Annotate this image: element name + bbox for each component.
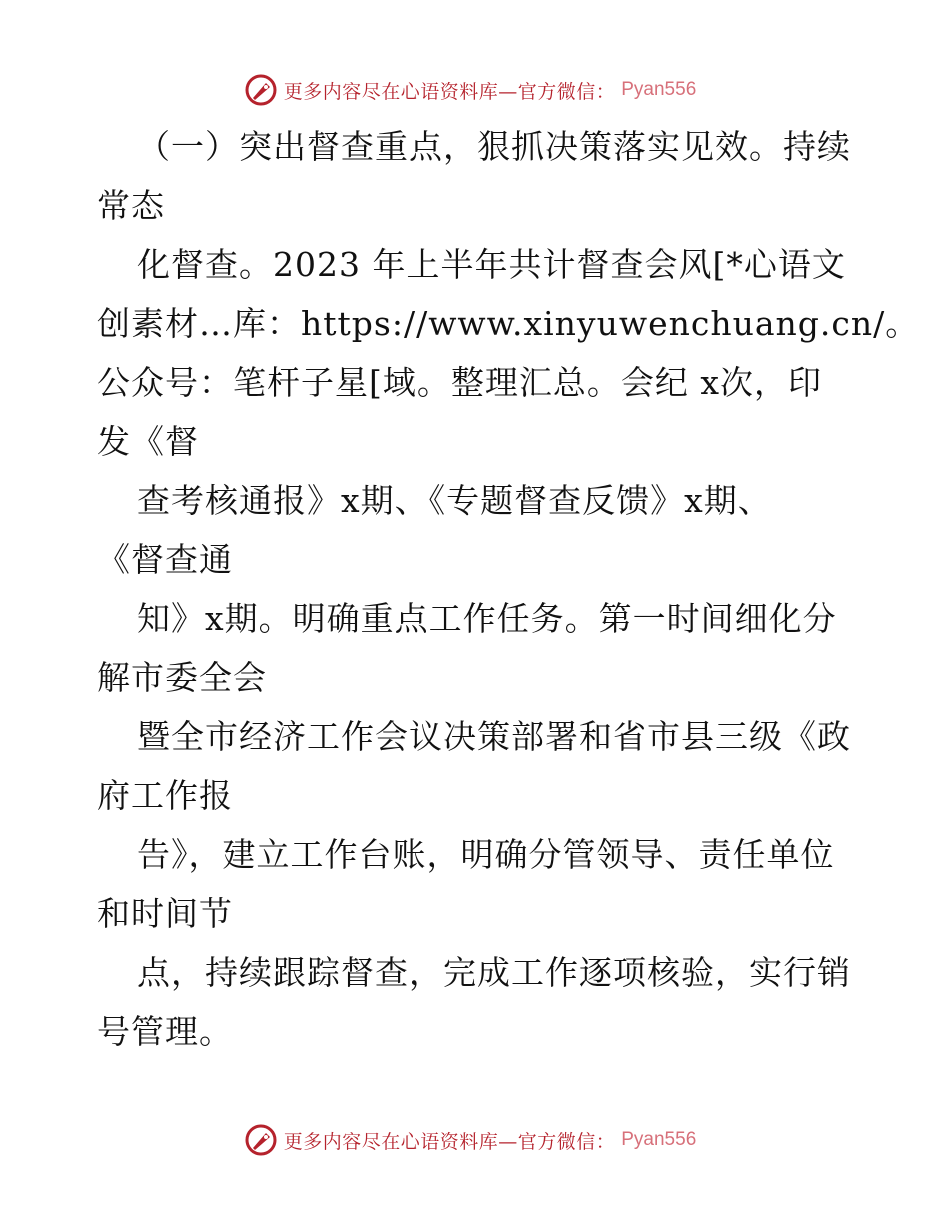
paragraph-line: （一）突出督查重点，狠抓决策落实见效。持续 xyxy=(137,127,851,166)
paragraph-line: 暨全市经济工作会议决策部署和省市县三级《政 xyxy=(137,717,851,756)
pen-nib-circle-icon xyxy=(244,1123,278,1157)
paragraph-line: 府工作报 xyxy=(97,776,233,815)
paragraph-line: 号管理。 xyxy=(97,1012,233,1051)
watermark-banner xyxy=(244,1123,697,1157)
paragraph-line: 公众号：笔杆子星[域。整理汇总。会纪 x次，印 xyxy=(97,363,822,402)
paragraph-line: 常态 xyxy=(97,186,165,225)
paragraph-line: 查考核通报》x期、《专题督查反馈》x期、 xyxy=(137,481,772,520)
watermark-banner xyxy=(244,73,697,107)
paragraph-line: 点，持续跟踪督查，完成工作逐项核验，实行销 xyxy=(137,953,851,992)
paragraph-line: 发《督 xyxy=(97,422,199,461)
pen-nib-circle-icon xyxy=(244,73,278,107)
paragraph-line: 解市委全会 xyxy=(97,658,267,697)
wechat-id: Pyan556 xyxy=(621,79,697,100)
paragraph-line: 告》，建立工作台账，明确分管领导、责任单位 xyxy=(137,835,835,874)
paragraph-line: 《督查通 xyxy=(97,540,233,579)
paragraph-line: 创素材…库：https://www.xinyuwenchuang.cn/。 xyxy=(97,304,920,343)
paragraph-line: 和时间节 xyxy=(97,894,233,933)
watermark-text: 更多内容尽在心语资料库—官方微信： xyxy=(283,80,616,103)
watermark-text: 更多内容尽在心语资料库—官方微信： xyxy=(283,1130,616,1153)
paragraph-line: 知》x期。明确重点工作任务。第一时间细化分 xyxy=(137,599,837,638)
page-header xyxy=(0,70,950,110)
wechat-id: Pyan556 xyxy=(621,1129,697,1150)
page-footer xyxy=(0,1120,950,1160)
paragraph-line: 化督查。2023 年上半年共计督查会风[*心语文 xyxy=(137,245,846,284)
